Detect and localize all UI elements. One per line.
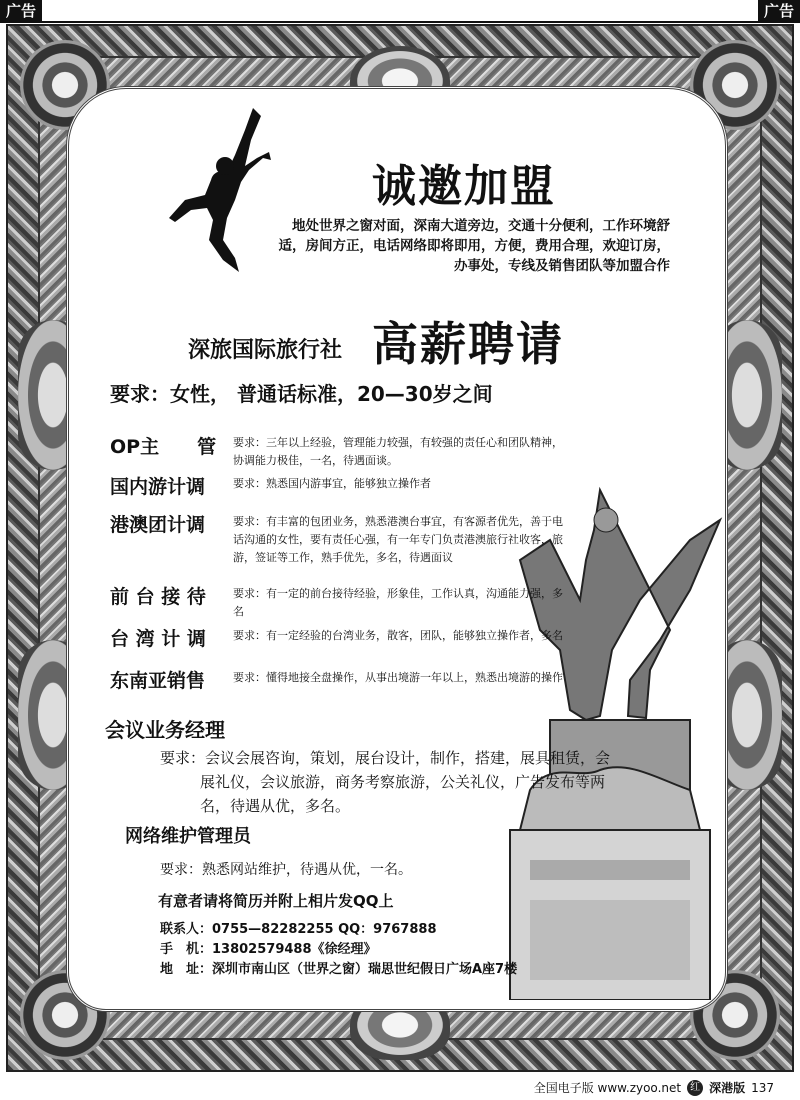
position-desc: 要求：有一定经验的台湾业务，散客，团队，能够独立操作者，多名 <box>233 629 563 642</box>
call-to-action: 有意者请将简历并附上相片发QQ上 <box>158 892 394 910</box>
ad-tag-left: 广告 <box>0 0 42 22</box>
position-desc: 要求：懂得地接全盘操作，从事出境游一年以上，熟悉出境游的操作 <box>233 671 563 684</box>
network-title: 网络维护管理员 <box>125 826 251 847</box>
position-title: 东南亚销售 <box>110 670 206 692</box>
position-desc: 要求：有一定的前台接待经验，形象佳，工作认真，沟通能力强，多名 <box>233 587 563 618</box>
position-desc: 要求：有丰富的包团业务，熟悉港澳台事宜，有客源者优先，善于电话沟通的女性，要有责任心强，有一年专门负责港澳旅行社收客，旅游，签证等工作，熟手优先，多名，待遇面议 <box>233 515 563 564</box>
footer-logo-icon: 红 <box>687 1080 703 1096</box>
position-desc: 要求：三年以上经验，管理能力较强，有较强的责任心和团队精神，协调能力极佳，一名，待遇面谈。 <box>233 436 563 467</box>
position-title: 港澳团计调 <box>110 514 206 536</box>
company-name: 深旅国际旅行社 <box>188 338 343 363</box>
general-requirement: 要求：女性， 普通话标准，20—30岁之间 <box>110 382 493 406</box>
page-number: 137 <box>751 1080 774 1095</box>
position-title: 台 湾 计 调 <box>110 628 206 650</box>
dancer-silhouette-image <box>165 100 275 275</box>
position-title: 国内游计调 <box>110 476 206 498</box>
page-title: 诚邀加盟 <box>372 161 556 212</box>
position-desc: 要求：熟悉国内游事宜，能够独立操作者 <box>233 477 431 490</box>
position-title: 前 台 接 待 <box>110 586 206 608</box>
intro-text: 地处世界之窗对面，深南大道旁边，交通十分便利，工作环境舒适，房间方正，电话网络即将即用，方便，费用合理，欢迎订房，办事处，专线及销售团队等加盟合作 <box>278 218 670 274</box>
footer-section: 深港版 <box>709 1081 746 1095</box>
contact-phone: 联系人：0755—82282255 QQ：9767888 <box>160 922 437 937</box>
headline: 高薪聘请 <box>372 317 564 371</box>
top-rule <box>0 21 800 23</box>
conference-title: 会议业务经理 <box>105 718 225 742</box>
contact-address: 地 址：深圳市南山区（世界之窗）瑞思世纪假日广场A座7楼 <box>160 962 518 977</box>
page-footer <box>534 1079 774 1096</box>
position-title: OP主 管 <box>110 436 217 458</box>
conference-desc: 要求：会议会展咨询，策划，展台设计，制作，搭建，展具租赁，会展礼仪，会议旅游，商务考察旅游，公关礼仪，广告发布等两名，待遇从优，多名。 <box>160 749 611 815</box>
footer-site: 全国电子版 www.zyoo.net <box>533 1081 682 1095</box>
contact-mobile: 手 机：13802579488《徐经理》 <box>160 942 377 957</box>
ad-tag-right: 广告 <box>758 0 800 22</box>
network-desc: 要求：熟悉网站维护，待遇从优，一名。 <box>160 862 412 878</box>
